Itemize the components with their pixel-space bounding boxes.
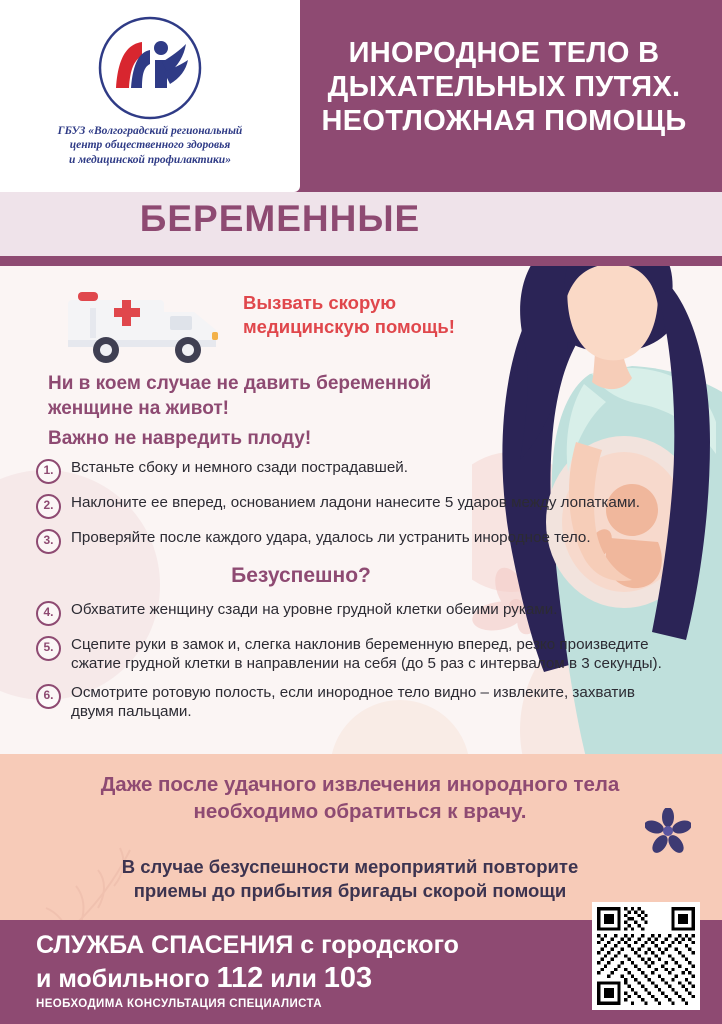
repeat-text [40,855,660,904]
notice-text [30,772,690,825]
section-question: Безуспешно? [231,564,371,587]
repeat-line: В случае безуспешности мероприятий повторите [121,856,579,877]
rescue-or: или [263,964,324,993]
call-line: медицинскую помощь! [243,315,455,337]
step-text: Встаньте сбоку и немного сзади пострадавшей. [71,459,408,476]
organization-logo [22,16,278,167]
logo-text-line: и медицинской профилактики» [69,153,231,166]
rescue-line: СЛУЖБА СПАСЕНИЯ с городского [36,931,459,959]
step-number: 2. [36,494,61,519]
list-item [36,600,676,626]
rescue-prefix: и мобильного [36,964,217,993]
list-item [36,528,676,554]
flower-icon [645,808,691,854]
rescue-service-text [36,930,556,996]
warning-line: женщине на живот! [48,397,229,419]
step-number: 6. [36,684,61,709]
step-number: 3. [36,529,61,554]
list-item [36,683,676,722]
title-line: ИНОРОДНОЕ ТЕЛО В [348,37,660,69]
notice-line: Даже после удачного извлечения инородного тела [100,773,620,796]
qr-code-icon[interactable] [592,902,700,1010]
logo-text-line: центр общественного здоровья [69,139,231,152]
divider-line [0,256,722,266]
repeat-line: приемы до прибытия бригады скорой помощи [133,880,567,902]
step-text: Сцепите руки в замок и, слегка наклонив беременную вперед, резко произведите сжатие грудной клетки в направлении на себя (до 5 раз с интервалом в 3 секунды). [71,636,662,673]
call-ambulance-text [243,291,533,338]
call-line: Вызвать скорую [243,292,397,313]
warning-text [48,372,548,452]
rescue-line [36,961,556,996]
emergency-number-112: 112 [216,961,264,994]
logo-mark-icon [98,16,202,120]
subtitle: БЕРЕМЕННЫЕ [139,198,421,239]
ambulance-icon [62,282,232,374]
title-line: НЕОТЛОЖНАЯ ПОМОЩЬ [321,105,687,138]
step-text: Наклоните ее вперед, основанием ладони нанесите 5 ударов между лопатками. [71,494,640,511]
step-number: 1. [36,459,61,484]
emergency-number-103: 103 [323,961,373,994]
step-number: 4. [36,601,61,626]
list-item [36,635,676,674]
logo-text-line: ГБУЗ «Волгоградский региональный [57,125,243,137]
list-item [36,493,676,519]
step-number: 5. [36,636,61,661]
title-line: ДЫХАТЕЛЬНЫХ ПУТЯХ. [327,71,681,104]
step-text: Обхватите женщину сзади на уровне грудной клетки обеими руками. [71,601,558,618]
consult-note: НЕОБХОДИМА КОНСУЛЬТАЦИЯ СПЕЦИАЛИСТА [36,998,322,1010]
steps-list [36,458,676,731]
step-text: Проверяйте после каждого удара, удалось ли устранить инородное тело. [71,529,591,546]
step-text: Осмотрите ротовую полость, если инородное тело видно – извлеките, захватив двумя пальцами. [71,683,635,721]
list-item [36,458,676,484]
page-title [300,36,708,139]
warning-line: Важно не навредить плоду! [48,428,312,450]
notice-line: необходимо обратиться к врачу. [193,799,527,823]
warning-line: Ни в коем случае не давить беременной [48,373,432,394]
logo-text [22,124,278,167]
